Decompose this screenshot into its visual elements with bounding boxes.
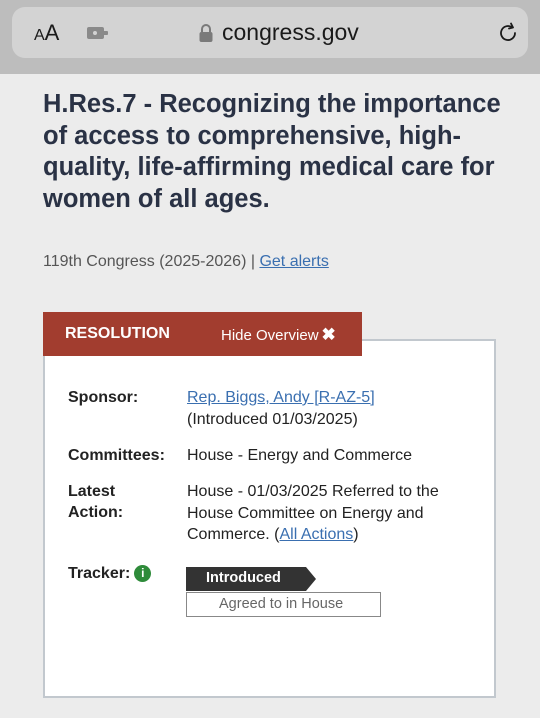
tracker-step-label-next: Agreed to in House [219, 596, 344, 612]
tracker-step-label-current: Introduced [206, 570, 281, 586]
congress-session: 119th Congress (2025-2026) [43, 253, 247, 270]
hide-overview-label: Hide Overview [221, 327, 319, 344]
all-actions-close: ) [353, 526, 359, 543]
url-host[interactable]: congress.gov [222, 19, 359, 45]
browser-toolbar [0, 0, 540, 74]
text-size-large-a: A [44, 20, 60, 45]
close-icon: ✖ [321, 325, 336, 344]
sponsor-label: Sponsor: [68, 389, 139, 406]
info-icon[interactable]: i [134, 565, 151, 582]
page-title: H.Res.7 - Recognizing the importance of access to comprehensive, high-quality, life-affirming medical care for women of all ages. [43, 90, 501, 213]
latest-action-label [68, 481, 123, 523]
tracker-step-agreed [186, 592, 381, 617]
text-size-icon[interactable] [34, 20, 59, 46]
address-bar[interactable] [12, 7, 528, 58]
extension-icon[interactable] [87, 26, 109, 40]
sponsor-link[interactable]: Rep. Biggs, Andy [R-AZ-5] [187, 389, 375, 406]
committees-label: Committees: [68, 447, 165, 464]
lock-icon [198, 23, 214, 43]
latest-action-value [187, 481, 462, 546]
resolution-label: RESOLUTION [65, 325, 170, 342]
committees-value: House - Energy and Commerce [187, 447, 412, 464]
latest-label-line2: Action: [68, 504, 124, 521]
get-alerts-link[interactable]: Get alerts [259, 253, 329, 270]
sponsor-value [187, 387, 477, 430]
tracker-label: Tracker: [68, 565, 131, 582]
tracker-label-row [68, 563, 151, 584]
latest-action-text: House - 01/03/2025 Referred to the House Committee on Energy and Commerce. [187, 483, 439, 543]
hide-overview-button[interactable] [221, 325, 336, 345]
separator: | [250, 253, 255, 270]
text-size-small-a: A [34, 27, 45, 44]
reload-icon[interactable] [496, 21, 520, 45]
all-actions-open: ( [274, 526, 280, 543]
tracker-step-introduced [186, 567, 316, 591]
sponsor-introduced: (Introduced 01/03/2025) [187, 410, 358, 428]
latest-label-line1: Latest [68, 483, 116, 500]
all-actions-link[interactable]: All Actions [279, 526, 354, 543]
resolution-tab [43, 312, 362, 356]
congress-line [43, 253, 329, 271]
